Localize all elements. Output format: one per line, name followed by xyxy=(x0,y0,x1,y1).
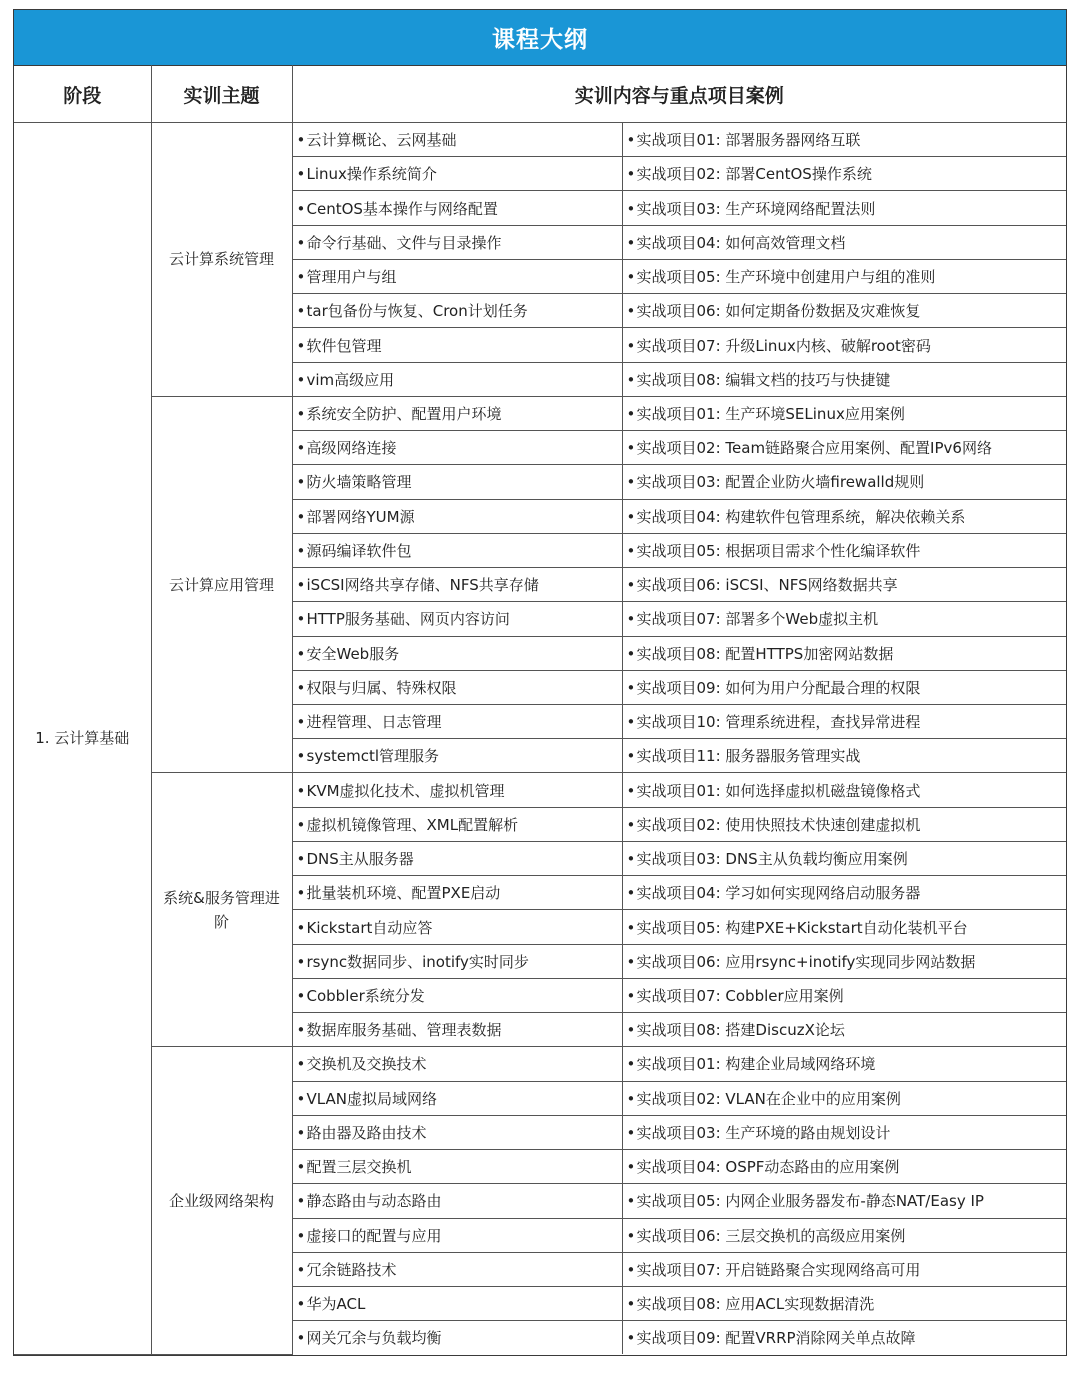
bullet-icon: • xyxy=(296,918,306,937)
project-cell xyxy=(622,533,1066,567)
project-cell xyxy=(622,465,1066,499)
project-text: 实战项目05: 根据项目需求个性化编译软件 xyxy=(636,541,921,560)
content-cell xyxy=(292,328,622,362)
bullet-icon: • xyxy=(296,439,306,458)
content-cell xyxy=(292,362,622,396)
bullet-icon: • xyxy=(296,713,306,732)
content-cell xyxy=(292,1081,622,1115)
project-cell xyxy=(622,362,1066,396)
project-text: 实战项目01: 构建企业局域网络环境 xyxy=(636,1055,876,1074)
bullet-icon: • xyxy=(626,131,636,150)
bullet-icon: • xyxy=(296,1226,306,1245)
stage-cell: 1. 云计算基础 xyxy=(14,123,151,1355)
bullet-icon: • xyxy=(296,576,306,595)
content-text: CentOS基本操作与网络配置 xyxy=(306,199,498,218)
content-cell xyxy=(292,1286,622,1320)
project-text: 实战项目03: 生产环境的路由规划设计 xyxy=(636,1123,891,1142)
content-text: DNS主从服务器 xyxy=(306,850,414,869)
content-text: 网关冗余与负载均衡 xyxy=(306,1329,442,1348)
content-text: 华为ACL xyxy=(306,1295,366,1314)
content-cell xyxy=(292,944,622,978)
bullet-icon: • xyxy=(626,781,636,800)
bullet-icon: • xyxy=(296,268,306,287)
content-cell xyxy=(292,396,622,430)
content-cell xyxy=(292,259,622,293)
bullet-icon: • xyxy=(296,233,306,252)
content-cell xyxy=(292,1115,622,1149)
content-text: 云计算概论、云网基础 xyxy=(306,131,457,150)
project-text: 实战项目01: 生产环境SELinux应用案例 xyxy=(636,404,905,423)
project-cell xyxy=(622,841,1066,875)
project-text: 实战项目03: 生产环境网络配置法则 xyxy=(636,199,876,218)
bullet-icon: • xyxy=(626,747,636,766)
content-text: rsync数据同步、inotify实时同步 xyxy=(306,952,529,971)
content-cell xyxy=(292,910,622,944)
content-cell xyxy=(292,294,622,328)
bullet-icon: • xyxy=(626,404,636,423)
project-cell xyxy=(622,1115,1066,1149)
content-cell xyxy=(292,1252,622,1286)
bullet-icon: • xyxy=(626,918,636,937)
project-cell xyxy=(622,1047,1066,1081)
project-text: 实战项目06: iSCSI、NFS网络数据共享 xyxy=(636,576,898,595)
content-text: VLAN虚拟局域网络 xyxy=(306,1089,437,1108)
content-text: 部署网络YUM源 xyxy=(306,507,415,526)
content-cell xyxy=(292,841,622,875)
content-cell xyxy=(292,602,622,636)
content-cell xyxy=(292,670,622,704)
content-cell xyxy=(292,157,622,191)
project-text: 实战项目04: 如何高效管理文档 xyxy=(636,233,846,252)
project-text: 实战项目11: 服务器服务管理实战 xyxy=(636,747,861,766)
project-cell xyxy=(622,978,1066,1012)
bullet-icon: • xyxy=(296,1329,306,1348)
project-text: 实战项目01: 如何选择虚拟机磁盘镜像格式 xyxy=(636,781,921,800)
content-text: 安全Web服务 xyxy=(306,644,400,663)
header-row xyxy=(14,66,1066,123)
content-cell xyxy=(292,1321,622,1355)
project-text: 实战项目07: 部署多个Web虚拟主机 xyxy=(636,610,879,629)
project-cell xyxy=(622,910,1066,944)
project-text: 实战项目07: 升级Linux内核、破解root密码 xyxy=(636,336,931,355)
content-cell xyxy=(292,225,622,259)
content-cell xyxy=(292,123,622,157)
topic-cell: 系统&服务管理进阶 xyxy=(151,773,292,1047)
bullet-icon: • xyxy=(626,165,636,184)
project-text: 实战项目04: OSPF动态路由的应用案例 xyxy=(636,1158,900,1177)
project-cell xyxy=(622,1252,1066,1286)
bullet-icon: • xyxy=(296,507,306,526)
project-text: 实战项目02: Team链路聚合应用案例、配置IPv6网络 xyxy=(636,439,992,458)
bullet-icon: • xyxy=(296,1158,306,1177)
bullet-icon: • xyxy=(626,1295,636,1314)
bullet-icon: • xyxy=(626,850,636,869)
project-cell xyxy=(622,602,1066,636)
project-cell xyxy=(622,1321,1066,1355)
bullet-icon: • xyxy=(296,1055,306,1074)
content-text: 批量装机环境、配置PXE启动 xyxy=(306,884,501,903)
content-cell xyxy=(292,978,622,1012)
content-text: systemctl管理服务 xyxy=(306,747,440,766)
project-text: 实战项目08: 搭建DiscuzX论坛 xyxy=(636,1021,845,1040)
project-cell xyxy=(622,568,1066,602)
content-text: tar包备份与恢复、Cron计划任务 xyxy=(306,302,528,321)
project-cell xyxy=(622,944,1066,978)
project-cell xyxy=(622,225,1066,259)
content-text: Linux操作系统简介 xyxy=(306,165,437,184)
bullet-icon: • xyxy=(296,1260,306,1279)
project-cell xyxy=(622,259,1066,293)
project-text: 实战项目04: 构建软件包管理系统，解决依赖关系 xyxy=(636,507,966,526)
bullet-icon: • xyxy=(296,815,306,834)
content-text: 冗余链路技术 xyxy=(306,1260,397,1279)
content-text: 命令行基础、文件与目录操作 xyxy=(306,233,502,252)
content-text: KVM虚拟化技术、虚拟机管理 xyxy=(306,781,505,800)
bullet-icon: • xyxy=(626,233,636,252)
content-text: HTTP服务基础、网页内容访问 xyxy=(306,610,510,629)
bullet-icon: • xyxy=(626,815,636,834)
content-cell xyxy=(292,636,622,670)
bullet-icon: • xyxy=(296,473,306,492)
bullet-icon: • xyxy=(296,1295,306,1314)
bullet-icon: • xyxy=(296,986,306,1005)
bullet-icon: • xyxy=(296,131,306,150)
bullet-icon: • xyxy=(296,884,306,903)
bullet-icon: • xyxy=(296,541,306,560)
content-cell xyxy=(292,568,622,602)
bullet-icon: • xyxy=(626,1158,636,1177)
bullet-icon: • xyxy=(296,404,306,423)
bullet-icon: • xyxy=(296,781,306,800)
syllabus-title: 课程大纲 xyxy=(14,10,1066,65)
content-cell xyxy=(292,431,622,465)
project-cell xyxy=(622,157,1066,191)
project-cell xyxy=(622,1081,1066,1115)
project-text: 实战项目08: 配置HTTPS加密网站数据 xyxy=(636,644,894,663)
bullet-icon: • xyxy=(626,952,636,971)
bullet-icon: • xyxy=(296,747,306,766)
topic-cell: 企业级网络架构 xyxy=(151,1047,292,1355)
project-cell xyxy=(622,670,1066,704)
bullet-icon: • xyxy=(626,713,636,732)
header-stage: 阶段 xyxy=(14,66,151,123)
project-cell xyxy=(622,328,1066,362)
content-text: 配置三层交换机 xyxy=(306,1158,412,1177)
project-text: 实战项目08: 应用ACL实现数据清洗 xyxy=(636,1295,875,1314)
topic-cell: 云计算系统管理 xyxy=(151,123,292,397)
project-cell xyxy=(622,1184,1066,1218)
project-cell xyxy=(622,807,1066,841)
bullet-icon: • xyxy=(296,165,306,184)
bullet-icon: • xyxy=(296,1123,306,1142)
content-text: 权限与归属、特殊权限 xyxy=(306,678,457,697)
project-text: 实战项目02: 使用快照技术快速创建虚拟机 xyxy=(636,815,921,834)
content-text: iSCSI网络共享存储、NFS共享存储 xyxy=(306,576,539,595)
content-cell xyxy=(292,1184,622,1218)
content-text: 虚接口的配置与应用 xyxy=(306,1226,442,1245)
project-text: 实战项目06: 三层交换机的高级应用案例 xyxy=(636,1226,906,1245)
bullet-icon: • xyxy=(296,336,306,355)
project-cell xyxy=(622,431,1066,465)
bullet-icon: • xyxy=(626,439,636,458)
project-text: 实战项目05: 生产环境中创建用户与组的准则 xyxy=(636,268,936,287)
bullet-icon: • xyxy=(626,986,636,1005)
content-text: 高级网络连接 xyxy=(306,439,397,458)
content-text: 路由器及路由技术 xyxy=(306,1123,427,1142)
project-cell xyxy=(622,1150,1066,1184)
project-text: 实战项目03: 配置企业防火墙firewalld规则 xyxy=(636,473,925,492)
bullet-icon: • xyxy=(626,884,636,903)
content-text: 软件包管理 xyxy=(306,336,382,355)
content-cell xyxy=(292,533,622,567)
bullet-icon: • xyxy=(626,1021,636,1040)
project-text: 实战项目01: 部署服务器网络互联 xyxy=(636,131,861,150)
table-row xyxy=(14,773,1066,807)
bullet-icon: • xyxy=(626,1055,636,1074)
project-text: 实战项目05: 构建PXE+Kickstart自动化装机平台 xyxy=(636,918,968,937)
project-text: 实战项目07: 开启链路聚合实现网络高可用 xyxy=(636,1260,921,1279)
bullet-icon: • xyxy=(626,644,636,663)
bullet-icon: • xyxy=(296,1089,306,1108)
content-text: 虚拟机镜像管理、XML配置解析 xyxy=(306,815,519,834)
content-cell xyxy=(292,1047,622,1081)
bullet-icon: • xyxy=(626,1123,636,1142)
project-text: 实战项目03: DNS主从负载均衡应用案例 xyxy=(636,850,908,869)
bullet-icon: • xyxy=(296,302,306,321)
table-row xyxy=(14,1047,1066,1081)
content-cell xyxy=(292,807,622,841)
content-text: vim高级应用 xyxy=(306,370,395,389)
bullet-icon: • xyxy=(626,370,636,389)
content-text: 静态路由与动态路由 xyxy=(306,1192,442,1211)
bullet-icon: • xyxy=(296,952,306,971)
content-cell xyxy=(292,704,622,738)
project-cell xyxy=(622,876,1066,910)
bullet-icon: • xyxy=(626,302,636,321)
bullet-icon: • xyxy=(626,336,636,355)
content-cell xyxy=(292,1150,622,1184)
project-text: 实战项目05: 内网企业服务器发布-静态NAT/Easy IP xyxy=(636,1192,984,1211)
project-text: 实战项目08: 编辑文档的技巧与快捷键 xyxy=(636,370,891,389)
project-cell xyxy=(622,739,1066,773)
bullet-icon: • xyxy=(626,1089,636,1108)
content-cell xyxy=(292,191,622,225)
project-text: 实战项目09: 配置VRRP消除网关单点故障 xyxy=(636,1329,916,1348)
bullet-icon: • xyxy=(626,1226,636,1245)
bullet-icon: • xyxy=(296,678,306,697)
bullet-icon: • xyxy=(296,644,306,663)
content-text: 管理用户与组 xyxy=(306,268,397,287)
bullet-icon: • xyxy=(626,1329,636,1348)
project-cell xyxy=(622,636,1066,670)
content-text: 交换机及交换技术 xyxy=(306,1055,427,1074)
project-text: 实战项目06: 如何定期备份数据及灾难恢复 xyxy=(636,302,921,321)
topic-cell: 云计算应用管理 xyxy=(151,396,292,773)
header-topic: 实训主题 xyxy=(151,66,292,123)
content-text: Cobbler系统分发 xyxy=(306,986,425,1005)
table-row xyxy=(14,396,1066,430)
project-cell xyxy=(622,499,1066,533)
content-text: 源码编译软件包 xyxy=(306,541,412,560)
content-text: Kickstart自动应答 xyxy=(306,918,433,937)
project-cell xyxy=(622,1286,1066,1320)
content-cell xyxy=(292,773,622,807)
bullet-icon: • xyxy=(296,610,306,629)
bullet-icon: • xyxy=(626,473,636,492)
bullet-icon: • xyxy=(626,199,636,218)
table-row xyxy=(14,123,1066,157)
project-cell xyxy=(622,704,1066,738)
bullet-icon: • xyxy=(296,199,306,218)
content-cell xyxy=(292,465,622,499)
content-text: 系统安全防护、配置用户环境 xyxy=(306,404,502,423)
bullet-icon: • xyxy=(296,1021,306,1040)
content-cell xyxy=(292,499,622,533)
bullet-icon: • xyxy=(296,1192,306,1211)
project-cell xyxy=(622,1013,1066,1047)
project-text: 实战项目04: 学习如何实现网络启动服务器 xyxy=(636,884,921,903)
project-text: 实战项目07: Cobbler应用案例 xyxy=(636,986,844,1005)
bullet-icon: • xyxy=(626,507,636,526)
content-cell xyxy=(292,1218,622,1252)
project-text: 实战项目10: 管理系统进程，查找异常进程 xyxy=(636,713,921,732)
project-text: 实战项目02: 部署CentOS操作系统 xyxy=(636,165,872,184)
bullet-icon: • xyxy=(296,850,306,869)
project-cell xyxy=(622,396,1066,430)
project-cell xyxy=(622,1218,1066,1252)
bullet-icon: • xyxy=(626,268,636,287)
content-text: 数据库服务基础、管理表数据 xyxy=(306,1021,502,1040)
header-content: 实训内容与重点项目案例 xyxy=(292,66,1066,123)
bullet-icon: • xyxy=(626,1192,636,1211)
syllabus-body xyxy=(14,123,1066,1355)
project-cell xyxy=(622,773,1066,807)
content-text: 防火墙策略管理 xyxy=(306,473,412,492)
bullet-icon: • xyxy=(626,541,636,560)
bullet-icon: • xyxy=(626,1260,636,1279)
syllabus-table xyxy=(14,65,1066,1355)
project-text: 实战项目09: 如何为用户分配最合理的权限 xyxy=(636,678,921,697)
bullet-icon: • xyxy=(296,370,306,389)
syllabus-frame xyxy=(13,9,1067,1356)
project-text: 实战项目06: 应用rsync+inotify实现同步网站数据 xyxy=(636,952,976,971)
content-text: 进程管理、日志管理 xyxy=(306,713,442,732)
project-cell xyxy=(622,294,1066,328)
content-cell xyxy=(292,1013,622,1047)
content-cell xyxy=(292,739,622,773)
bullet-icon: • xyxy=(626,678,636,697)
project-text: 实战项目02: VLAN在企业中的应用案例 xyxy=(636,1089,901,1108)
project-cell xyxy=(622,191,1066,225)
project-cell xyxy=(622,123,1066,157)
bullet-icon: • xyxy=(626,576,636,595)
bullet-icon: • xyxy=(626,610,636,629)
content-cell xyxy=(292,876,622,910)
